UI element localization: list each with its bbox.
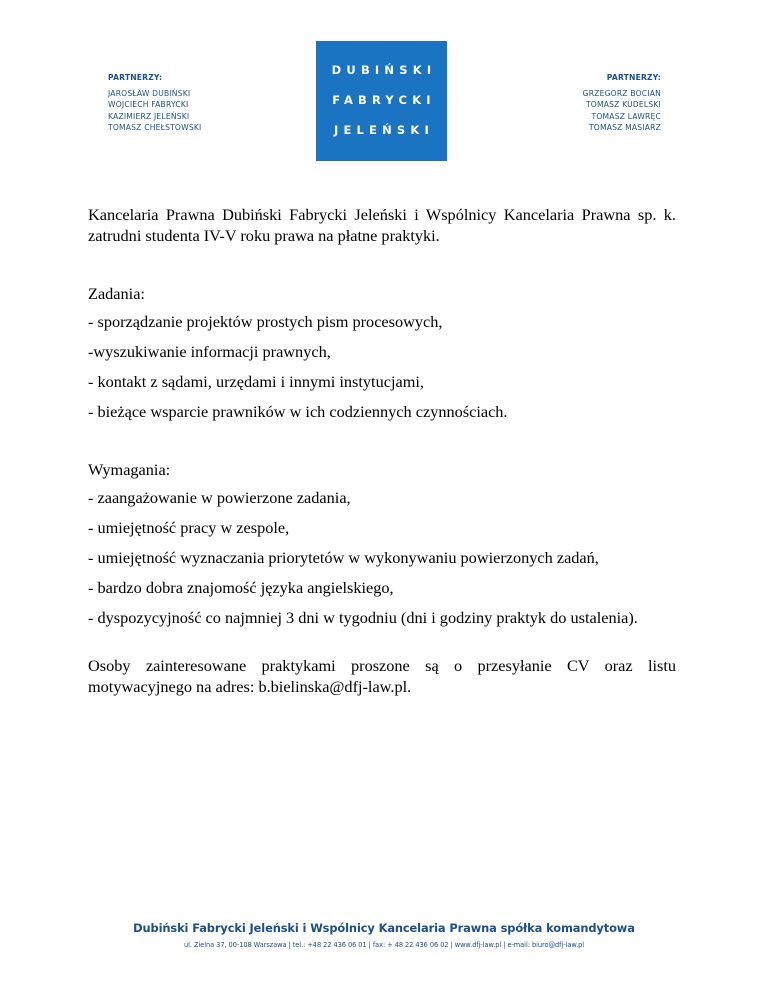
requirement-item: - bardzo dobra znajomość języka angielskiego, [88,578,394,597]
document-body [88,204,676,697]
partners-right [583,72,661,133]
tasks-heading: Zadania: [88,284,145,303]
footer [0,921,768,949]
partners-right-title: PARTNERZY: [606,73,661,82]
task-item: - kontakt z sądami, urzędami i innymi instytucjami, [88,372,424,391]
footer-contact-line: ul. Zielna 37, 00-108 Warszawa | tel.: +48 22 436 06 01 | fax: + 48 22 436 06 02 | www.dfj-law.pl | e-mail: biuro@dfj-law.pl [183,941,585,949]
task-item: - bieżące wsparcie prawników w ich codziennych czynnościach. [88,402,508,421]
requirement-item: - dyspozycyjność co najmniej 3 dni w tygodniu (dni i godziny praktyk do ustalenia). [88,608,638,627]
logo-line: DUBIŃSKI [331,63,437,77]
logo-line: FABRYCKI [332,93,436,107]
requirement-item: - umiejętność pracy w zespole, [88,518,290,537]
requirement-item: - umiejętność wyznaczania priorytetów w wykonywaniu powierzonych zadań, [88,548,599,567]
footer-firm-name: Dubiński Fabrycki Jeleński i Wspólnicy Kancelaria Prawna spółka komandytowa [133,921,635,935]
closing-paragraph: Osoby zainteresowane praktykami proszone są o przesyłanie CV oraz listu motywacyjnego na adres: b.bielinska@dfj-law.pl. [88,656,676,696]
partner-name: JAROSŁAW DUBIŃSKI [108,89,191,99]
partner-name: KAZIMIERZ JELEŃSKI [108,111,190,121]
intro-paragraph: Kancelaria Prawna Dubiński Fabrycki Jeleński i Wspólnicy Kancelaria Prawna sp. k. zatrudni studenta IV-V roku prawa na płatne praktyki. [88,205,676,245]
firm-logo [316,41,447,161]
partner-name: TOMASZ MASIARZ [588,122,661,132]
partner-name: TOMASZ LAWRĘC [591,111,661,121]
partner-name: TOMASZ KUDELSKI [585,100,661,110]
task-item: - sporządzanie projektów prostych pism procesowych, [88,312,443,331]
partners-left-title: PARTNERZY: [108,73,163,82]
partner-name: TOMASZ CHEŁSTOWSKI [108,122,202,132]
partners-left [108,72,201,133]
requirements-heading: Wymagania: [88,460,171,479]
logo-line: JELEŃSKI [333,123,434,137]
task-item: -wyszukiwanie informacji prawnych, [88,342,331,361]
partner-name: WOJCIECH FABRYCKI [108,100,189,110]
requirement-item: - zaangażowanie w powierzone zadania, [88,488,351,507]
partner-name: GRZEGORZ BOCIAN [582,89,661,99]
